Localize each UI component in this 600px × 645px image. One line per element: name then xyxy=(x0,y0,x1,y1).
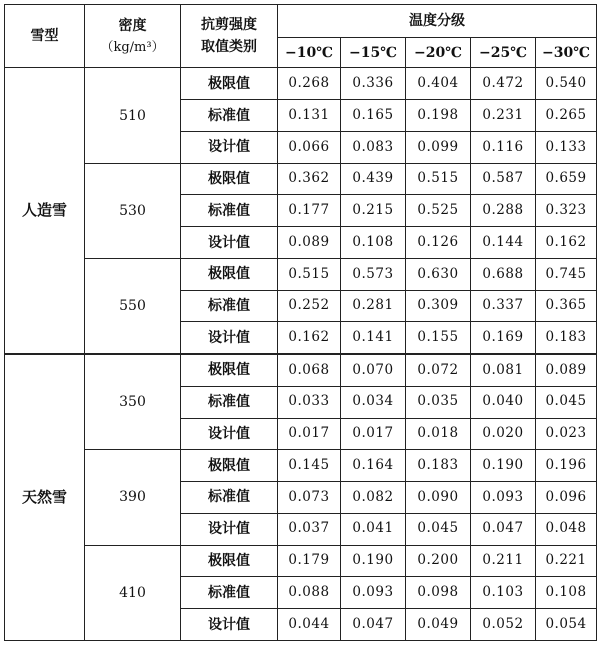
category-label-cell: 设计值 xyxy=(181,609,278,641)
header-density xyxy=(85,5,181,68)
value-cell: 0.179 xyxy=(278,545,341,577)
value-cell: 0.573 xyxy=(341,258,406,290)
value-cell: 0.183 xyxy=(406,450,471,482)
value-cell: 0.081 xyxy=(471,354,536,386)
value-cell: 0.525 xyxy=(406,195,471,227)
value-cell: 0.281 xyxy=(341,290,406,322)
density-cell: 510 xyxy=(85,68,181,163)
value-cell: 0.108 xyxy=(536,577,597,609)
value-cell: 0.165 xyxy=(341,100,406,132)
table-row xyxy=(5,68,597,100)
value-cell: 0.066 xyxy=(278,131,341,163)
value-cell: 0.515 xyxy=(406,163,471,195)
value-cell: 0.047 xyxy=(471,513,536,545)
value-cell: 0.082 xyxy=(341,482,406,514)
value-cell: 0.044 xyxy=(278,609,341,641)
value-cell: 0.034 xyxy=(341,386,406,418)
value-cell: 0.020 xyxy=(471,418,536,450)
value-cell: 0.404 xyxy=(406,68,471,100)
value-cell: 0.099 xyxy=(406,131,471,163)
value-cell: 0.033 xyxy=(278,386,341,418)
value-cell: 0.162 xyxy=(278,322,341,354)
value-cell: 0.049 xyxy=(406,609,471,641)
table-row xyxy=(5,545,597,577)
value-cell: 0.145 xyxy=(278,450,341,482)
value-cell: 0.144 xyxy=(471,227,536,259)
value-cell: 0.037 xyxy=(278,513,341,545)
value-cell: 0.196 xyxy=(536,450,597,482)
value-cell: 0.070 xyxy=(341,354,406,386)
table-row xyxy=(5,354,597,386)
header-temp: −20℃ xyxy=(406,38,471,68)
value-cell: 0.268 xyxy=(278,68,341,100)
value-cell: 0.183 xyxy=(536,322,597,354)
value-cell: 0.035 xyxy=(406,386,471,418)
header-snow-type: 雪型 xyxy=(5,5,85,68)
value-cell: 0.215 xyxy=(341,195,406,227)
value-cell: 0.252 xyxy=(278,290,341,322)
value-cell: 0.515 xyxy=(278,258,341,290)
value-cell: 0.047 xyxy=(341,609,406,641)
value-cell: 0.083 xyxy=(341,131,406,163)
value-cell: 0.131 xyxy=(278,100,341,132)
header-temp: −25℃ xyxy=(471,38,536,68)
value-cell: 0.073 xyxy=(278,482,341,514)
value-cell: 0.089 xyxy=(536,354,597,386)
header-density-unit: （kg/m³） xyxy=(100,39,165,55)
category-label-cell: 设计值 xyxy=(181,131,278,163)
value-cell: 0.323 xyxy=(536,195,597,227)
snow-shear-strength-table xyxy=(4,4,597,641)
value-cell: 0.169 xyxy=(471,322,536,354)
value-cell: 0.472 xyxy=(471,68,536,100)
value-cell: 0.288 xyxy=(471,195,536,227)
value-cell: 0.177 xyxy=(278,195,341,227)
value-cell: 0.098 xyxy=(406,577,471,609)
table-row xyxy=(5,163,597,195)
value-cell: 0.659 xyxy=(536,163,597,195)
value-cell: 0.630 xyxy=(406,258,471,290)
header-row-1 xyxy=(5,5,597,38)
value-cell: 0.093 xyxy=(341,577,406,609)
density-cell: 530 xyxy=(85,163,181,258)
value-cell: 0.164 xyxy=(341,450,406,482)
value-cell: 0.089 xyxy=(278,227,341,259)
value-cell: 0.045 xyxy=(406,513,471,545)
header-temp: −30℃ xyxy=(536,38,597,68)
value-cell: 0.141 xyxy=(341,322,406,354)
value-cell: 0.336 xyxy=(341,68,406,100)
value-cell: 0.362 xyxy=(278,163,341,195)
header-shear-line1: 抗剪强度 xyxy=(201,17,257,34)
value-cell: 0.093 xyxy=(471,482,536,514)
value-cell: 0.054 xyxy=(536,609,597,641)
value-cell: 0.041 xyxy=(341,513,406,545)
snow-type-cell: 天然雪 xyxy=(5,354,85,640)
header-temp: −15℃ xyxy=(341,38,406,68)
category-label-cell: 标准值 xyxy=(181,100,278,132)
header-shear-line2: 取值类别 xyxy=(201,39,257,56)
value-cell: 0.072 xyxy=(406,354,471,386)
value-cell: 0.155 xyxy=(406,322,471,354)
category-label-cell: 设计值 xyxy=(181,322,278,354)
value-cell: 0.040 xyxy=(471,386,536,418)
header-shear-category xyxy=(181,5,278,68)
value-cell: 0.587 xyxy=(471,163,536,195)
value-cell: 0.116 xyxy=(471,131,536,163)
value-cell: 0.068 xyxy=(278,354,341,386)
category-label-cell: 设计值 xyxy=(181,227,278,259)
value-cell: 0.231 xyxy=(471,100,536,132)
value-cell: 0.688 xyxy=(471,258,536,290)
value-cell: 0.162 xyxy=(536,227,597,259)
value-cell: 0.108 xyxy=(341,227,406,259)
value-cell: 0.045 xyxy=(536,386,597,418)
value-cell: 0.540 xyxy=(536,68,597,100)
category-label-cell: 标准值 xyxy=(181,577,278,609)
value-cell: 0.190 xyxy=(471,450,536,482)
value-cell: 0.017 xyxy=(341,418,406,450)
value-cell: 0.265 xyxy=(536,100,597,132)
value-cell: 0.088 xyxy=(278,577,341,609)
category-label-cell: 极限值 xyxy=(181,545,278,577)
density-cell: 350 xyxy=(85,354,181,450)
value-cell: 0.133 xyxy=(536,131,597,163)
value-cell: 0.048 xyxy=(536,513,597,545)
density-cell: 390 xyxy=(85,450,181,545)
value-cell: 0.018 xyxy=(406,418,471,450)
density-cell: 550 xyxy=(85,258,181,354)
value-cell: 0.221 xyxy=(536,545,597,577)
category-label-cell: 标准值 xyxy=(181,290,278,322)
value-cell: 0.052 xyxy=(471,609,536,641)
table-body xyxy=(5,5,597,641)
category-label-cell: 标准值 xyxy=(181,195,278,227)
value-cell: 0.017 xyxy=(278,418,341,450)
value-cell: 0.365 xyxy=(536,290,597,322)
value-cell: 0.190 xyxy=(341,545,406,577)
value-cell: 0.745 xyxy=(536,258,597,290)
value-cell: 0.337 xyxy=(471,290,536,322)
category-label-cell: 标准值 xyxy=(181,482,278,514)
value-cell: 0.023 xyxy=(536,418,597,450)
value-cell: 0.090 xyxy=(406,482,471,514)
category-label-cell: 极限值 xyxy=(181,354,278,386)
category-label-cell: 极限值 xyxy=(181,68,278,100)
value-cell: 0.200 xyxy=(406,545,471,577)
category-label-cell: 设计值 xyxy=(181,418,278,450)
category-label-cell: 标准值 xyxy=(181,386,278,418)
value-cell: 0.096 xyxy=(536,482,597,514)
value-cell: 0.198 xyxy=(406,100,471,132)
header-density-line1: 密度 xyxy=(118,17,147,34)
category-label-cell: 极限值 xyxy=(181,258,278,290)
value-cell: 0.211 xyxy=(471,545,536,577)
value-cell: 0.439 xyxy=(341,163,406,195)
table-row xyxy=(5,450,597,482)
table-row xyxy=(5,258,597,290)
density-cell: 410 xyxy=(85,545,181,640)
value-cell: 0.126 xyxy=(406,227,471,259)
value-cell: 0.103 xyxy=(471,577,536,609)
header-temp-group: 温度分级 xyxy=(278,5,597,38)
snow-type-cell: 人造雪 xyxy=(5,68,85,354)
category-label-cell: 极限值 xyxy=(181,163,278,195)
category-label-cell: 极限值 xyxy=(181,450,278,482)
category-label-cell: 设计值 xyxy=(181,513,278,545)
header-temp: −10℃ xyxy=(278,38,341,68)
value-cell: 0.309 xyxy=(406,290,471,322)
